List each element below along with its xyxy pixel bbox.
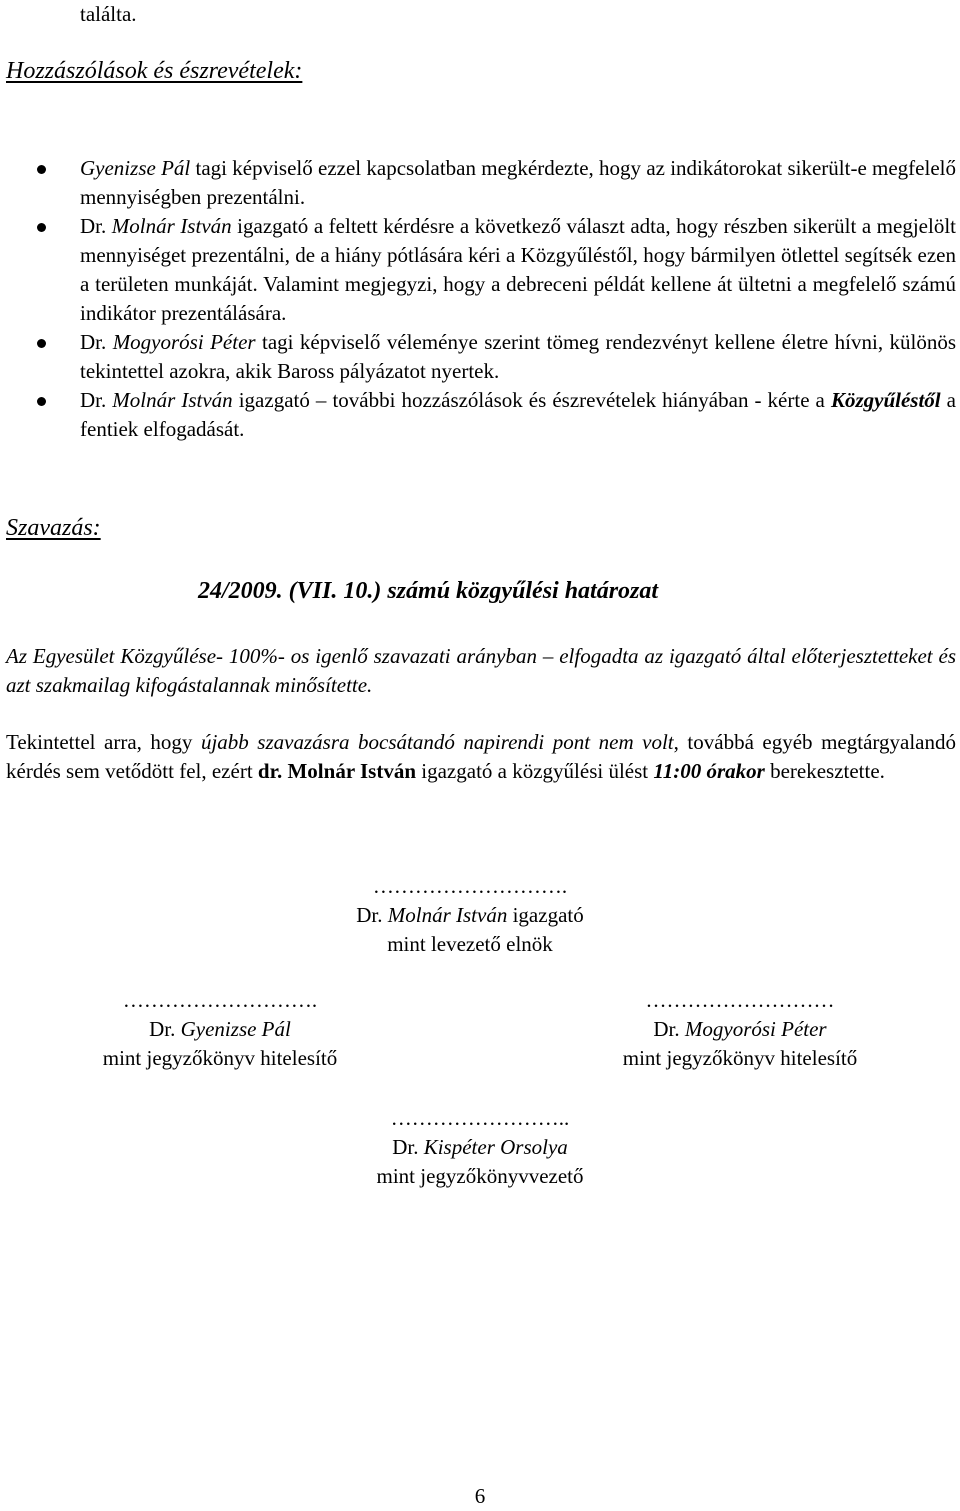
comment-text: igazgató a feltett kérdésre a következő választ adta, hogy részben sikerült a megjelölt mennyiséget prezentálni, de a hiány pótlására kéri a Közgyűléstől, hogy bármilyen ötlettel segítsék ezen a területen munkáját. Valamint megjegyzi, hogy a debreceni példát kellene át ültetni a megfelelő számú indikátor prezentálására. <box>80 214 956 325</box>
speaker-name: Mogyorósi Péter <box>112 330 256 354</box>
page-number: 6 <box>474 1484 486 1508</box>
comment-text: tagi képviselő ezzel kapcsolatban megkérdezte, hogy az indikátorokat sikerült-e megfelelő mennyiségben prezentálni. <box>80 156 956 209</box>
comments-heading: Hozzászólások és észrevételek: <box>6 58 303 84</box>
signature-chair <box>300 872 640 959</box>
signature-line: ……………………… <box>645 988 835 1012</box>
signature-authenticator-right <box>580 986 900 1073</box>
signature-name: Gyenizse Pál <box>180 1017 291 1041</box>
closing-bold-name: dr. Molnár István <box>257 759 417 783</box>
speaker-title: Dr. <box>80 214 107 238</box>
vote-heading: Szavazás: <box>6 515 101 541</box>
comments-list <box>80 154 956 444</box>
signature-name-line <box>300 1133 660 1162</box>
signature-line: ………………………. <box>122 988 318 1012</box>
signature-title: Dr. <box>149 1017 176 1041</box>
closing-text: , továbbá egyéb megtárgyalandó kérdés sem vetődött fel, ezért <box>6 730 956 783</box>
signature-line: ………………………. <box>372 874 568 898</box>
resolution-paragraph: Az Egyesület Közgyűlése- 100%- os igenlő szavazati arányban – elfogadta az igazgató által előterjesztetteket és azt szakmailag kifogástalannak minősítette. <box>6 644 956 697</box>
speaker-name: Molnár István <box>111 214 232 238</box>
closing-time: 11:00 órakor <box>653 759 765 783</box>
signature-title: Dr. <box>653 1017 680 1041</box>
speaker-name: Molnár István <box>112 388 233 412</box>
signature-role: mint levezető elnök <box>387 932 553 956</box>
bullet-icon <box>37 223 46 232</box>
signature-title: Dr. <box>392 1135 419 1159</box>
resolution-title: 24/2009. (VII. 10.) számú közgyűlési határozat <box>198 578 659 604</box>
comment-text-end: a fentiek elfogadását. <box>80 388 956 441</box>
signature-role: mint jegyzőkönyv hitelesítő <box>102 1046 338 1070</box>
signature-line: …………………….. <box>390 1106 570 1130</box>
signature-name: Molnár István <box>387 903 508 927</box>
signature-role-inline: igazgató <box>507 903 584 927</box>
closing-text: berekesztette. <box>764 759 885 783</box>
signature-name-line <box>60 1015 380 1044</box>
signature-clerk <box>300 1104 660 1191</box>
closing-paragraph <box>6 728 956 786</box>
signature-role: mint jegyzőkönyvvezető <box>376 1164 584 1188</box>
closing-text: igazgató a közgyűlési ülést <box>416 759 654 783</box>
closing-italic: újabb szavazásra bocsátandó napirendi pont nem volt <box>200 730 674 754</box>
continued-text: találta. <box>80 2 137 26</box>
emphasis-text: Közgyűléstől <box>830 388 941 412</box>
signature-authenticator-left <box>60 986 380 1073</box>
signature-title: Dr. <box>356 903 383 927</box>
speaker-title: Dr. <box>80 330 107 354</box>
comment-item <box>80 386 956 444</box>
comment-text: igazgató – további hozzászólások és észrevételek hiányában - kérte a <box>232 388 831 412</box>
closing-text: Tekintettel arra, hogy <box>6 730 201 754</box>
signature-role: mint jegyzőkönyv hitelesítő <box>622 1046 858 1070</box>
comment-item <box>80 212 956 328</box>
bullet-icon <box>37 339 46 348</box>
comment-item <box>80 328 956 386</box>
comment-item <box>80 154 956 212</box>
bullet-icon <box>37 165 46 174</box>
signature-name-line <box>580 1015 900 1044</box>
signature-name-line <box>300 901 640 930</box>
speaker-title: Dr. <box>80 388 107 412</box>
signature-name: Kispéter Orsolya <box>423 1135 568 1159</box>
bullet-icon <box>37 397 46 406</box>
speaker-name: Gyenizse Pál <box>80 156 191 180</box>
signature-name: Mogyorósi Péter <box>684 1017 827 1041</box>
comment-text: tagi képviselő véleménye szerint tömeg rendezvényt kellene életre hívni, különös tekintettel azokra, akik Baross pályázatot nyertek. <box>80 330 957 383</box>
